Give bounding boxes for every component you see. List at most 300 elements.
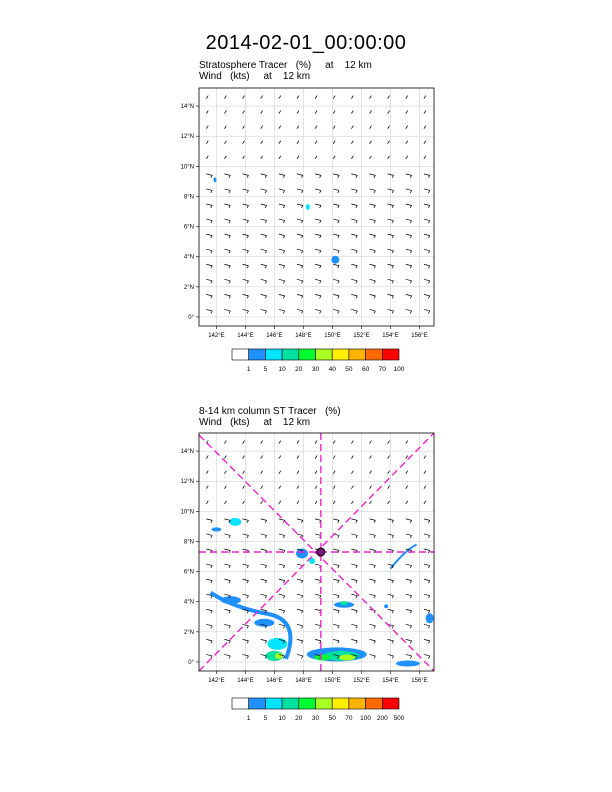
colorbar-swatch (382, 698, 399, 709)
colorbar-swatch (299, 349, 316, 360)
wind-barb (224, 294, 230, 298)
wind-barb (297, 189, 303, 193)
wind-barb (297, 309, 303, 313)
wind-barb (224, 234, 230, 238)
wind-barb (424, 111, 426, 114)
wind-barb (297, 639, 303, 643)
wind-barb (243, 111, 245, 114)
wind-barb (333, 96, 335, 99)
wind-barb (406, 204, 412, 208)
wind-barb (224, 264, 230, 268)
wind-barb (406, 96, 408, 99)
wind-barb (297, 486, 299, 489)
wind-barb (315, 501, 317, 504)
wind-barb (224, 486, 226, 489)
wind-barb (243, 126, 245, 129)
wind-barb (406, 141, 408, 144)
wind-barb (224, 141, 226, 144)
lon-tick-label: 148°E (295, 678, 312, 684)
panel1-colorbar (232, 349, 405, 373)
wind-barb (297, 579, 303, 583)
wind-barb (206, 309, 212, 313)
wind-barb (279, 294, 285, 298)
wind-barb (206, 519, 212, 523)
wind-barb (369, 174, 375, 178)
wind-barb (261, 96, 263, 99)
wind-barb (206, 534, 212, 538)
colorbar-label: 500 (393, 715, 405, 722)
map-plot-area (199, 88, 434, 326)
wind-barb (297, 294, 303, 298)
lat-tick-label: 8°N (183, 539, 194, 546)
wind-barb (406, 174, 412, 178)
lat-tick-label: 0° (188, 314, 194, 321)
wind-barb (224, 189, 230, 193)
wind-barb (424, 486, 426, 489)
wind-barb (424, 156, 426, 159)
wind-barb (333, 249, 339, 253)
wind-barb (315, 189, 321, 193)
wind-barb (351, 501, 353, 504)
wind-barb (297, 156, 299, 159)
wind-barb (315, 624, 321, 628)
wind-barb (406, 264, 412, 268)
wind-barb (206, 471, 208, 474)
wind-barb (297, 219, 303, 223)
wind-barb (315, 594, 321, 598)
wind-barb (406, 594, 412, 598)
wind-barb (351, 189, 357, 193)
wind-barb (351, 249, 357, 253)
wind-barb (243, 141, 245, 144)
wind-barb (369, 294, 375, 298)
wind-barb (424, 249, 430, 253)
wind-barb (388, 126, 390, 129)
wind-barb (224, 219, 230, 223)
wind-barb (224, 564, 230, 568)
tracer-contour (331, 256, 339, 264)
wind-barb (261, 519, 267, 523)
wind-barb (206, 174, 212, 178)
wind-barb (351, 534, 357, 538)
lat-tick-label: 10°N (180, 509, 194, 516)
wind-barb (206, 564, 212, 568)
wind-barb (351, 141, 353, 144)
wind-barb (388, 486, 390, 489)
wind-barb (261, 279, 267, 283)
wind-barb (261, 501, 263, 504)
colorbar-swatch (349, 349, 366, 360)
wind-barb (206, 156, 208, 159)
wind-barb (315, 639, 321, 643)
lat-tick-label: 0° (188, 659, 194, 666)
wind-barb (224, 309, 230, 313)
wind-barb (333, 441, 335, 444)
lon-tick-label: 146°E (266, 333, 283, 339)
wind-barb (333, 579, 339, 583)
wind-barb (206, 501, 208, 504)
wind-barb (424, 294, 430, 298)
panel1-map (181, 88, 434, 339)
wind-barb (406, 519, 412, 523)
wind-barb (369, 219, 375, 223)
wind-barb (261, 639, 267, 643)
wind-barb (406, 579, 412, 583)
wind-barb (406, 471, 408, 474)
wind-barb (315, 534, 321, 538)
wind-barb (297, 501, 299, 504)
wind-barb (351, 309, 357, 313)
wind-barb (351, 639, 357, 643)
wind-barb (333, 486, 335, 489)
lon-tick-label: 144°E (237, 678, 254, 684)
wind-barb (279, 96, 281, 99)
wind-barb (424, 579, 430, 583)
wind-barb (424, 624, 430, 628)
wind-barb (333, 519, 339, 523)
panel1-subtitle: Wind (kts) at 12 km (199, 71, 311, 82)
wind-barb (206, 456, 208, 459)
wind-barb (224, 609, 230, 613)
wind-barb (351, 219, 357, 223)
wind-barb (351, 126, 353, 129)
wind-barb (206, 654, 212, 658)
wind-barb (206, 279, 212, 283)
wind-barb (224, 279, 230, 283)
wind-barb (315, 126, 317, 129)
wind-barb (261, 564, 267, 568)
wind-barb (388, 471, 390, 474)
wind-barb (206, 486, 208, 489)
colorbar-swatch (299, 698, 316, 709)
wind-barb (315, 486, 317, 489)
wind-barb (315, 174, 321, 178)
wind-barb (424, 279, 430, 283)
wind-barb (206, 624, 212, 628)
wind-barb (351, 294, 357, 298)
wind-barb (424, 519, 430, 523)
wind-barb (406, 456, 408, 459)
wind-barb (261, 579, 267, 583)
wind-barb (388, 156, 390, 159)
colorbar-label: 10 (278, 715, 286, 722)
map-frame (199, 88, 434, 326)
wind-barb (333, 111, 335, 114)
wind-barb (388, 96, 390, 99)
wind-barb (261, 126, 263, 129)
wind-barb (315, 294, 321, 298)
wind-barb (279, 174, 285, 178)
wind-barb (261, 141, 263, 144)
wind-barb (224, 156, 226, 159)
wind-barb (279, 156, 281, 159)
map-plot-area (199, 433, 434, 671)
panel2-map (181, 433, 434, 684)
colorbar-label: 40 (328, 366, 336, 373)
wind-barb (224, 126, 226, 129)
wind-barb (351, 564, 357, 568)
lon-tick-label: 142°E (208, 333, 225, 339)
wind-barb (369, 111, 371, 114)
colorbar-swatch (282, 349, 299, 360)
wind-barb (279, 219, 285, 223)
tracer-contour (426, 613, 434, 623)
tracer-contour (229, 518, 241, 526)
wind-barb (351, 471, 353, 474)
wind-barb (279, 594, 285, 598)
storm-center-marker (317, 548, 325, 556)
colorbar-label: 30 (311, 715, 320, 722)
lon-tick-label: 146°E (266, 678, 283, 684)
wind-barb (297, 234, 303, 238)
tracer-contour (306, 204, 310, 210)
wind-barb (333, 219, 339, 223)
wind-barb (333, 189, 339, 193)
lon-tick-label: 150°E (324, 333, 341, 339)
lat-tick-label: 2°N (183, 284, 194, 291)
wind-barb (206, 141, 208, 144)
colorbar-label: 50 (328, 715, 336, 722)
lat-tick-label: 14°N (180, 104, 194, 111)
colorbar-swatch (265, 349, 282, 360)
wind-barb (224, 501, 226, 504)
tracer-contour (267, 638, 287, 650)
wind-barb (406, 234, 412, 238)
wind-barb (406, 564, 412, 568)
wind-barb (261, 111, 263, 114)
wind-barb (406, 126, 408, 129)
wind-barb (297, 111, 299, 114)
wind-barb (279, 501, 281, 504)
wind-barb (297, 441, 299, 444)
wind-barb (369, 156, 371, 159)
wind-barb (315, 111, 317, 114)
colorbar-label: 100 (393, 366, 405, 373)
wind-barb (297, 174, 303, 178)
wind-barb (333, 501, 335, 504)
wind-barb (279, 534, 285, 538)
wind-barb (333, 471, 335, 474)
wind-barb (279, 309, 285, 313)
wind-barb (315, 309, 321, 313)
wind-barb (279, 471, 281, 474)
lon-tick-label: 154°E (382, 333, 399, 339)
wind-barb (261, 264, 267, 268)
panel2-colorbar (232, 698, 405, 722)
colorbar-swatch (316, 698, 333, 709)
wind-barb (369, 264, 375, 268)
lon-tick-label: 156°E (411, 333, 428, 339)
wind-barb (424, 96, 426, 99)
wind-barb (206, 639, 212, 643)
colorbar-swatch (232, 698, 249, 709)
colorbar-label: 50 (345, 366, 353, 373)
colorbar-label: 200 (376, 715, 388, 722)
colorbar-swatch (332, 349, 349, 360)
wind-barb (369, 654, 375, 658)
wind-barb (315, 204, 321, 208)
wind-barb (206, 204, 212, 208)
wind-barb (351, 486, 353, 489)
lat-tick-label: 4°N (183, 599, 194, 606)
lon-tick-label: 142°E (208, 678, 225, 684)
lat-tick-label: 12°N (180, 479, 194, 486)
wind-barb (297, 249, 303, 253)
wind-barb (279, 609, 285, 613)
wind-barb (351, 441, 353, 444)
wind-barb (424, 264, 430, 268)
wind-barb (351, 609, 357, 613)
colorbar-label: 70 (378, 366, 386, 373)
wind-barb (369, 309, 375, 313)
lon-tick-label: 152°E (353, 333, 370, 339)
wind-barb (261, 486, 263, 489)
wind-barb (351, 279, 357, 283)
wind-barb (406, 156, 408, 159)
wind-barb (279, 279, 285, 283)
colorbar-label: 100 (360, 715, 372, 722)
wind-barb (424, 594, 430, 598)
tracer-contour (340, 601, 348, 605)
wind-barb (261, 189, 267, 193)
panel2-title: 8-14 km column ST Tracer (%) (199, 406, 341, 417)
wind-barb (424, 609, 430, 613)
wind-barb (333, 294, 339, 298)
wind-barb (406, 219, 412, 223)
wind-barb (351, 264, 357, 268)
wind-barb (224, 249, 230, 253)
wind-barb (279, 141, 281, 144)
panel1-title: Stratosphere Tracer (%) at 12 km (199, 60, 372, 71)
wind-barb (206, 111, 208, 114)
wind-barb (406, 189, 412, 193)
wind-barb (333, 234, 339, 238)
wind-barb (279, 486, 281, 489)
wind-barb (279, 204, 285, 208)
wind-barb (369, 624, 375, 628)
wind-barb (297, 126, 299, 129)
lon-tick-label: 156°E (411, 678, 428, 684)
wind-barb (261, 456, 263, 459)
wind-barb (279, 249, 285, 253)
lon-tick-label: 144°E (237, 333, 254, 339)
colorbar-swatch (366, 698, 383, 709)
colorbar-label: 30 (311, 366, 320, 373)
wind-barb (261, 294, 267, 298)
colorbar-swatch (366, 349, 383, 360)
wind-barb (315, 234, 321, 238)
wind-barb (297, 96, 299, 99)
wind-barb (279, 519, 285, 523)
wind-barb (424, 126, 426, 129)
wind-barb (279, 189, 285, 193)
wind-barb (206, 294, 212, 298)
wind-barb (388, 441, 390, 444)
wind-barb (261, 534, 267, 538)
wind-barb (333, 624, 339, 628)
wind-barb (424, 234, 430, 238)
lat-tick-label: 10°N (180, 164, 194, 171)
wind-barb (424, 204, 430, 208)
wind-barb (224, 639, 230, 643)
colorbar-label: 1 (246, 715, 251, 722)
wind-barb (406, 624, 412, 628)
wind-barb (297, 279, 303, 283)
wind-barb (333, 204, 339, 208)
wind-barb (369, 279, 375, 283)
wind-barb (261, 309, 267, 313)
wind-barb (224, 174, 230, 178)
wind-barb (351, 519, 357, 523)
wind-barb (315, 141, 317, 144)
wind-barb (279, 234, 285, 238)
wind-barb (206, 609, 212, 613)
wind-barb (406, 111, 408, 114)
wind-barb (424, 639, 430, 643)
wind-barb (297, 456, 299, 459)
wind-barb (424, 456, 426, 459)
tracer-contour (314, 654, 330, 660)
wind-barb (424, 654, 430, 658)
tracer-contour (396, 660, 420, 666)
wind-barb (424, 219, 430, 223)
tracer-filament (390, 544, 416, 568)
colorbar-swatch (265, 698, 282, 709)
wind-barb (261, 234, 267, 238)
wind-barb (279, 126, 281, 129)
wind-barb (351, 456, 353, 459)
wind-barb (369, 579, 375, 583)
colorbar-label: 70 (345, 715, 353, 722)
colorbar-label: 60 (361, 366, 370, 373)
wind-barb (315, 441, 317, 444)
lon-tick-label: 148°E (295, 333, 312, 339)
wind-barb (406, 294, 412, 298)
wind-barb (224, 204, 230, 208)
lat-tick-label: 8°N (183, 194, 194, 201)
wind-barb (424, 174, 430, 178)
wind-barb (243, 501, 245, 504)
colorbar-swatch (282, 698, 299, 709)
wind-barb (224, 654, 230, 658)
wind-barb (315, 219, 321, 223)
wind-barb (315, 279, 321, 283)
wind-barb (315, 564, 321, 568)
wind-barb (333, 156, 335, 159)
wind-barb (206, 234, 212, 238)
wind-barb (224, 471, 226, 474)
lat-tick-label: 14°N (180, 449, 194, 456)
wind-barb (224, 534, 230, 538)
wind-barb (333, 639, 339, 643)
wind-barb (315, 264, 321, 268)
colorbar-swatch (349, 698, 366, 709)
wind-barb (369, 501, 371, 504)
wind-barb (424, 189, 430, 193)
wind-barb (279, 456, 281, 459)
wind-barb (369, 234, 375, 238)
wind-barb (261, 594, 267, 598)
wind-barb (206, 126, 208, 129)
wind-barb (333, 126, 335, 129)
wind-barb (206, 96, 208, 99)
colorbar-swatch (382, 349, 399, 360)
wind-barb (261, 174, 267, 178)
wind-barb (297, 594, 303, 598)
wind-barb (351, 234, 357, 238)
wind-barb (315, 249, 321, 253)
wind-barb (406, 534, 412, 538)
